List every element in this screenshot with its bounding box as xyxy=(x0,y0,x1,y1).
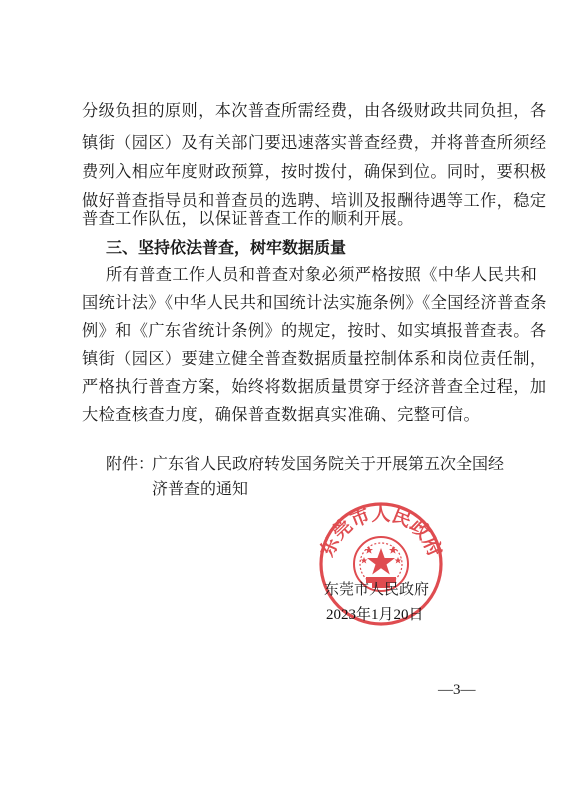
attachment-label: 附件： xyxy=(106,454,155,473)
page-number: —3— xyxy=(438,682,476,698)
body-line: 所有普查工作人员和普查对象必须严格按照《中华人民共和 xyxy=(106,265,538,284)
seal-text: 东莞市人民政府 xyxy=(316,503,446,561)
body-line: 做好普查指导员和普查员的选聘、培训及报酬待遇等工作，稳定 xyxy=(82,191,547,210)
body-line: 例》和《广东省统计条例》的规定，按时、如实填报普查表。各 xyxy=(82,321,547,340)
body-line: 分级负担的原则，本次普查所需经费，由各级财政共同负担，各 xyxy=(82,101,547,120)
body-line: 镇街（园区）要建立健全普查数据质量控制体系和岗位责任制， xyxy=(82,349,547,368)
body-line: 普查工作队伍，以保证普查工作的顺利开展。 xyxy=(82,209,414,228)
attachment-title-line[interactable]: 广东省人民政府转发国务院关于开展第五次全国经 xyxy=(152,454,505,473)
section-heading: 三、坚持依法普查，树牢数据质量 xyxy=(106,238,347,257)
body-line: 大检查核查力度，确保普查数据真实准确、完整可信。 xyxy=(82,405,481,424)
body-line: 费列入相应年度财政预算，按时拨付，确保到位。同时，要积极 xyxy=(82,162,547,181)
body-line: 严格执行普查方案，始终将数据质量贯穿于经济普查全过程，加 xyxy=(82,377,547,396)
body-line: 国统计法》《中华人民共和国统计法实施条例》《全国经济普查条 xyxy=(82,293,547,312)
signature-org: 东莞市人民政府 xyxy=(324,580,430,598)
signature-date: 2023年1月20日 xyxy=(326,607,424,623)
body-line: 镇街（园区）及有关部门要迅速落实普查经费，并将普查所须经 xyxy=(82,133,547,152)
attachment-title-line[interactable]: 济普查的通知 xyxy=(152,479,249,498)
